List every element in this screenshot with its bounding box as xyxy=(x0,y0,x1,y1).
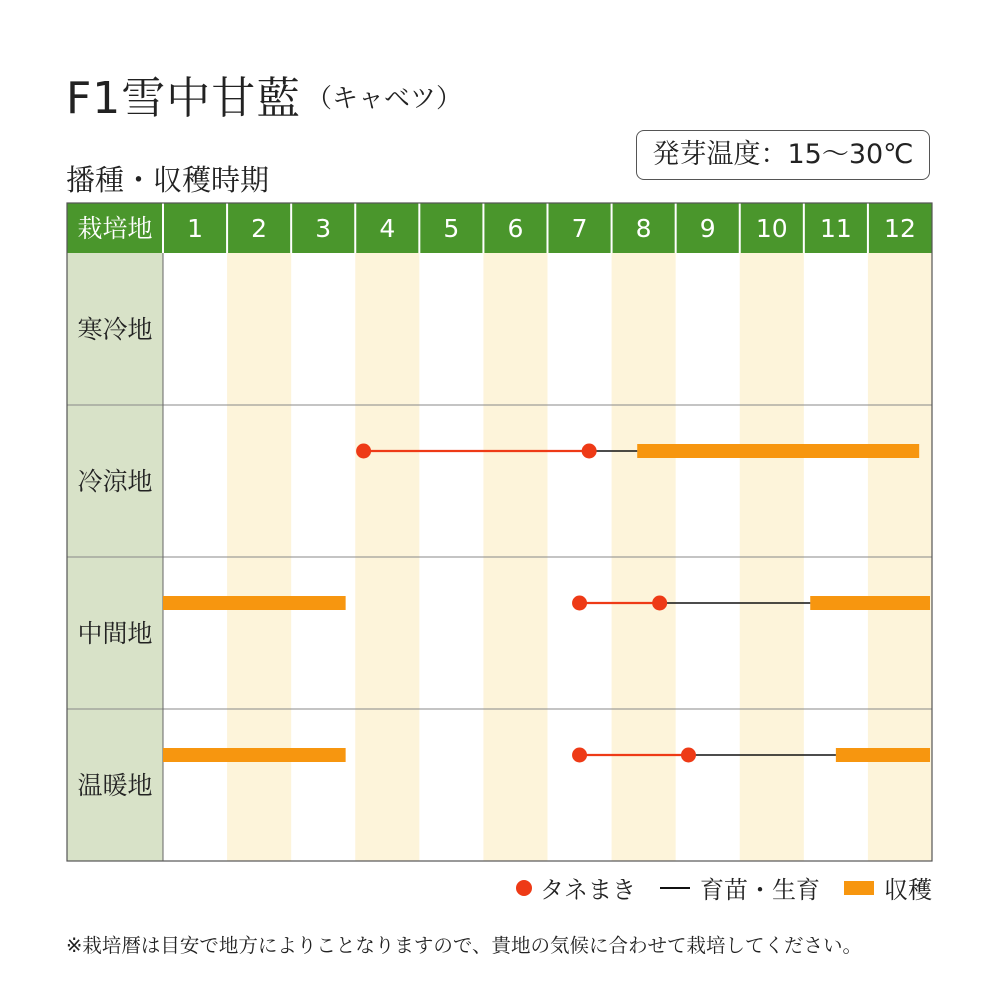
germination-temperature-badge: 発芽温度：15～30℃ xyxy=(636,130,930,180)
sowing-end-dot xyxy=(582,444,597,459)
sowing-start-dot xyxy=(356,444,371,459)
region-label: 温暖地 xyxy=(77,771,153,800)
month-label: 8 xyxy=(635,214,652,243)
sowing-dot-icon xyxy=(516,880,532,896)
region-label: 寒冷地 xyxy=(77,315,153,344)
sowing-start-dot xyxy=(572,596,587,611)
footer-note: ※栽培暦は目安で地方によりことなりますので、貴地の気候に合わせて栽培してください。 xyxy=(66,934,862,957)
month-label: 4 xyxy=(379,214,396,243)
section-title: 播種・収穫時期 xyxy=(66,163,270,197)
page-title: F1雪中甘藍 xyxy=(66,73,302,124)
sowing-end-dot xyxy=(652,596,667,611)
region-label: 冷涼地 xyxy=(77,467,153,496)
month-label: 12 xyxy=(884,214,916,243)
harvest-bar xyxy=(163,748,346,762)
month-label: 5 xyxy=(443,214,460,243)
month-label: 11 xyxy=(819,214,852,243)
harvest-bar xyxy=(836,748,930,762)
legend-sowing xyxy=(516,870,636,905)
corner-label: 栽培地 xyxy=(77,214,153,243)
legend-growing xyxy=(660,870,820,905)
month-label: 2 xyxy=(251,214,268,243)
month-label: 6 xyxy=(507,214,524,243)
chart-legend xyxy=(498,870,932,905)
month-label: 3 xyxy=(315,214,332,243)
harvest-bar xyxy=(163,596,346,610)
region-label: 中間地 xyxy=(77,619,153,648)
sowing-end-dot xyxy=(681,748,696,763)
legend-harvest-label: 収穫 xyxy=(884,876,932,904)
legend-growing-label: 育苗・生育 xyxy=(700,876,820,904)
page-subtitle: （キャベツ） xyxy=(306,84,463,114)
harvest-bar xyxy=(810,596,930,610)
sowing-start-dot xyxy=(572,748,587,763)
legend-sowing-label: タネまき xyxy=(540,876,636,904)
harvest-bar xyxy=(637,444,919,458)
month-label: 7 xyxy=(571,214,588,243)
month-label: 1 xyxy=(187,214,203,243)
growing-line-icon xyxy=(660,887,690,889)
harvest-bar-icon xyxy=(844,881,874,895)
month-label: 10 xyxy=(755,214,788,243)
month-label: 9 xyxy=(699,214,716,243)
legend-harvest xyxy=(844,870,932,905)
